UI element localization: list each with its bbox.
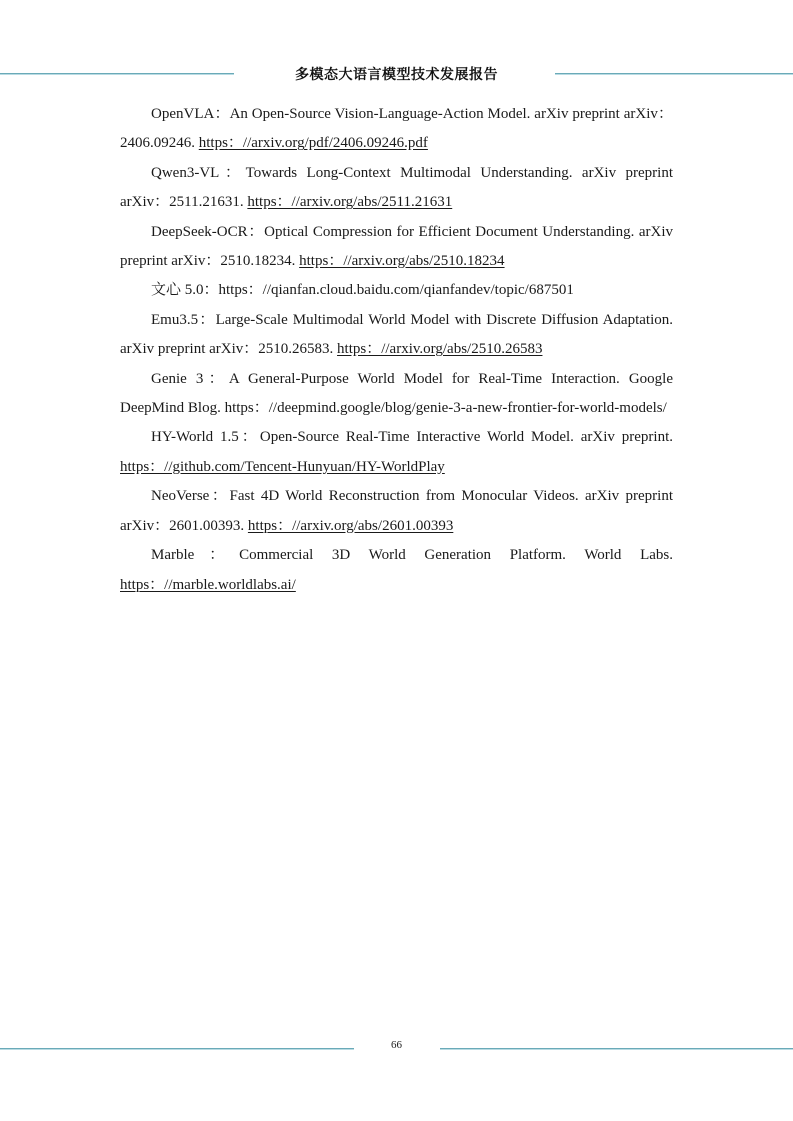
reference-text: NeoVerse：Fast 4D World Reconstruction from Monocular Videos. arXiv preprint arXiv：2601.00393.	[120, 488, 673, 534]
page-number: 66	[391, 1039, 402, 1051]
reference-text: Marble：Commercial 3D World Generation Platform. World Labs.	[151, 547, 673, 564]
reference-link[interactable]: https：//arxiv.org/pdf/2406.09246.pdf	[198, 135, 428, 152]
reference-link[interactable]: https：//marble.worldlabs.ai/	[120, 576, 296, 593]
reference-link[interactable]: https：//github.com/Tencent-Hunyuan/HY-WorldPlay	[120, 458, 445, 475]
reference-text: Emu3.5：Large-Scale Multimodal World Model with Discrete Diffusion Adaptation. arXiv preprint arXiv：2510.26583.	[120, 311, 673, 358]
reference-text: OpenVLA：An Open-Source Vision-Language-Action Model. arXiv preprint arXiv：2406.09246.	[120, 106, 673, 152]
reference-link[interactable]: https：//arxiv.org/abs/2510.26583	[337, 341, 543, 358]
reference-link[interactable]: https：//arxiv.org/abs/2511.21631	[247, 194, 453, 211]
reference-item	[120, 365, 673, 424]
reference-text: 文心 5.0：https：//qianfan.cloud.baidu.com/qianfandev/topic/687501	[151, 282, 574, 299]
reference-item	[120, 218, 673, 277]
reference-item	[120, 423, 673, 482]
reference-text: Genie 3：A General-Purpose World Model for Real-Time Interaction. Google DeepMind Blog. https：//deepmind.google/blog/genie-3-a-new-frontier-for-world-models/	[120, 370, 673, 417]
reference-text: HY-World 1.5：Open-Source Real-Time Interactive World Model. arXiv preprint.	[151, 429, 673, 446]
reference-text: Qwen3-VL：Towards Long-Context Multimodal Understanding. arXiv preprint arXiv：2511.21631.	[120, 164, 673, 211]
reference-item	[120, 482, 673, 541]
header-rule-right	[555, 73, 793, 74]
footer-rule-right	[440, 1048, 793, 1049]
reference-item	[120, 541, 673, 600]
reference-text: DeepSeek-OCR：Optical Compression for Efficient Document Understanding. arXiv preprint arXiv：2510.18234.	[120, 223, 673, 270]
reference-item	[120, 276, 673, 305]
reference-item	[120, 159, 673, 218]
page-header-title: 多模态大语言模型技术发展报告	[295, 67, 498, 83]
reference-item	[120, 306, 673, 365]
reference-list	[120, 100, 673, 600]
reference-link[interactable]: https：//arxiv.org/abs/2510.18234	[299, 253, 505, 270]
reference-item	[120, 100, 673, 159]
reference-link[interactable]: https：//arxiv.org/abs/2601.00393	[247, 517, 454, 534]
